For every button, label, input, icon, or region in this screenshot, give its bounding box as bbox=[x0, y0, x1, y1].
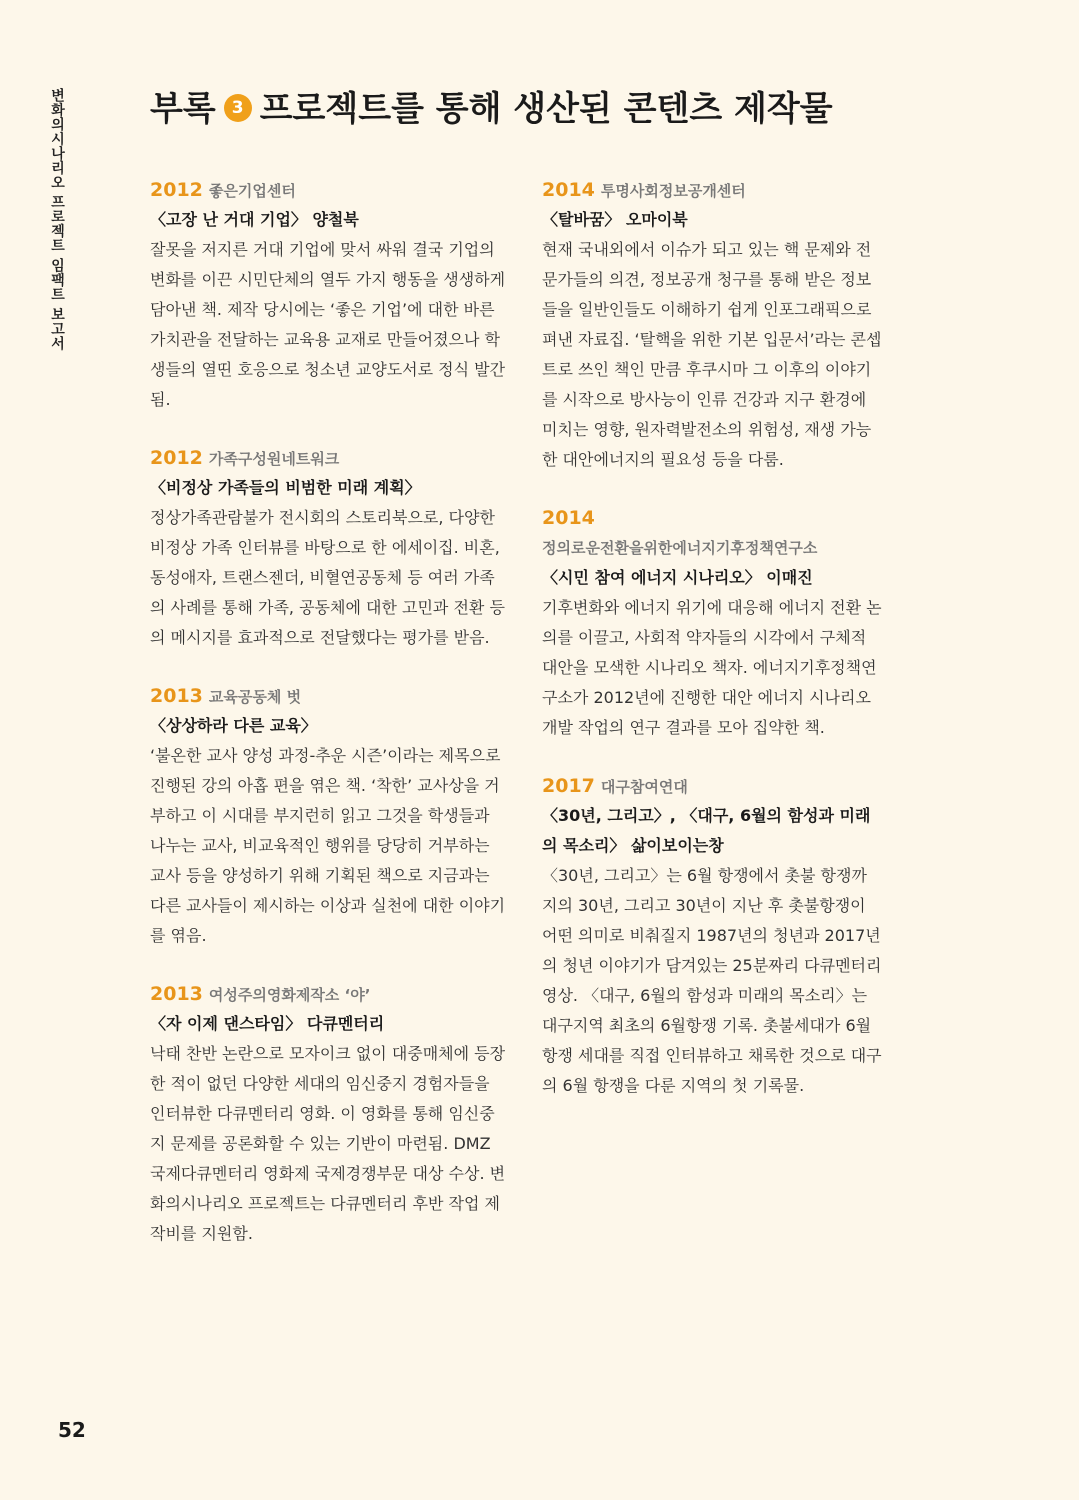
entry-year: 2014 bbox=[542, 179, 595, 201]
entry-organization: 교육공동체 벗 bbox=[208, 688, 302, 706]
entry-work-title: 〈탈바꿈〉 오마이북 bbox=[542, 210, 688, 229]
content-entry bbox=[150, 681, 510, 951]
entry-description: 〈30년, 그리고〉는 6월 항쟁에서 촛불 항쟁까지의 30년, 그리고 30년이 지난 후 촛불항쟁이 어떤 의미로 비춰질지 1987년의 청년과 2017년의 청년 이야기가 담겨있는 25분짜리 다큐멘터리 영상. 〈대구, 6월의 함성과 미래의 목소리〉는 대구지역 최초의 6월항쟁 기록. 촛불세대가 6월항쟁 세대를 직접 인터뷰하고 채록한 것으로 대구의 6월 항쟁을 다룬 지역의 첫 기록물. bbox=[542, 866, 882, 1095]
content-entry bbox=[542, 503, 882, 743]
entry-organization: 여성주의영화제작소 ‘야’ bbox=[208, 986, 371, 1004]
entry-year: 2012 bbox=[150, 179, 203, 201]
left-column bbox=[150, 175, 510, 1277]
entry-year: 2013 bbox=[150, 983, 203, 1005]
entry-year: 2013 bbox=[150, 685, 203, 707]
entry-description: 기후변화와 에너지 위기에 대응해 에너지 전환 논의를 이끌고, 사회적 약자들의 시각에서 구체적 대안을 모색한 시나리오 책자. 에너지기후정책연구소가 2012년에 진행한 대안 에너지 시나리오 개발 작업의 연구 결과를 모아 집약한 책. bbox=[542, 598, 882, 737]
page-title bbox=[150, 82, 1030, 136]
entry-description: 잘못을 저지른 거대 기업에 맞서 싸워 결국 기업의 변화를 이끈 시민단체의 열두 가지 행동을 생생하게 담아낸 책. 제작 당시에는 ‘좋은 기업’에 대한 바른 가치관을 전달하는 교육용 교재로 만들어졌으나 학생들의 열띤 호응으로 청소년 교양도서로 정식 발간됨. bbox=[150, 240, 506, 409]
heading-text: 프로젝트를 통해 생산된 콘텐츠 제작물 bbox=[259, 89, 833, 129]
appendix-number-badge: 3 bbox=[224, 94, 252, 122]
entry-organization: 대구참여연대 bbox=[600, 778, 688, 796]
entry-description: 정상가족관람불가 전시회의 스토리북으로, 다양한 비정상 가족 인터뷰를 바탕으로 한 에세이집. 비혼, 동성애자, 트랜스젠더, 비혈연공동체 등 여러 가족의 사례를 통해 가족, 공동체에 대한 고민과 전환 등의 메시지를 효과적으로 전달했다는 평가를 받음. bbox=[150, 508, 505, 647]
entry-year: 2017 bbox=[542, 775, 595, 797]
entry-work-title: 〈고장 난 거대 기업〉 양철북 bbox=[150, 210, 359, 229]
side-title: 변화의시나리오 프로젝트 임팩트 보고서 bbox=[49, 88, 65, 351]
entry-year: 2012 bbox=[150, 447, 203, 469]
entry-work-title: 〈30년, 그리고〉, 〈대구, 6월의 함성과 미래의 목소리〉 삶이보이는창 bbox=[542, 806, 871, 855]
entry-organization: 정의로운전환을위한에너지기후정책연구소 bbox=[542, 539, 818, 557]
entry-description: ‘불온한 교사 양성 과정-추운 시즌’이라는 제목으로 진행된 강의 아홉 편을 엮은 책. ‘착한’ 교사상을 거부하고 이 시대를 부지런히 읽고 그것을 학생들과 나누는 교사, 비교육적인 행위를 당당히 거부하는 교사 등을 양성하기 위해 기획된 책으로 지금과는 다른 교사들이 제시하는 이상과 실천에 대한 이야기를 엮음. bbox=[150, 746, 506, 945]
content-entry bbox=[150, 443, 510, 653]
entry-work-title: 〈상상하라 다른 교육〉 bbox=[150, 716, 317, 735]
content-entry bbox=[150, 175, 510, 415]
entry-organization: 투명사회정보공개센터 bbox=[600, 182, 746, 200]
content-entry bbox=[150, 979, 510, 1249]
entry-work-title: 〈비정상 가족들의 비범한 미래 계획〉 bbox=[150, 478, 421, 497]
entry-description: 낙태 찬반 논란으로 모자이크 없이 대중매체에 등장한 적이 없던 다양한 세대의 임신중지 경험자들을 인터뷰한 다큐멘터리 영화. 이 영화를 통해 임신중지 문제를 공론화할 수 있는 기반이 마련됨. DMZ 국제다큐멘터리 영화제 국제경쟁부문 대상 수상. 변화의시나리오 프로젝트는 다큐멘터리 후반 작업 제작비를 지원함. bbox=[150, 1044, 506, 1243]
content-entry bbox=[542, 175, 882, 475]
entry-organization: 좋은기업센터 bbox=[208, 182, 296, 200]
entry-work-title: 〈자 이제 댄스타임〉 다큐멘터리 bbox=[150, 1014, 385, 1033]
heading-prefix: 부록 bbox=[150, 89, 216, 129]
entry-year: 2014 bbox=[542, 507, 595, 529]
right-column bbox=[542, 175, 882, 1129]
content-entry bbox=[542, 771, 882, 1101]
entry-description: 현재 국내외에서 이슈가 되고 있는 핵 문제와 전문가들의 의견, 정보공개 청구를 통해 받은 정보들을 일반인들도 이해하기 쉽게 인포그래픽으로 펴낸 자료집. ‘탈핵을 위한 기본 입문서’라는 콘셉트로 쓰인 책인 만큼 후쿠시마 그 이후의 이야기를 시작으로 방사능이 인류 건강과 지구 환경에 미치는 영향, 원자력발전소의 위험성, 재생 가능한 대안에너지의 필요성 등을 다룸. bbox=[542, 240, 882, 469]
entry-work-title: 〈시민 참여 에너지 시나리오〉 이매진 bbox=[542, 568, 813, 587]
page-number: 52 bbox=[58, 1418, 86, 1442]
entry-organization: 가족구성원네트워크 bbox=[208, 450, 340, 468]
